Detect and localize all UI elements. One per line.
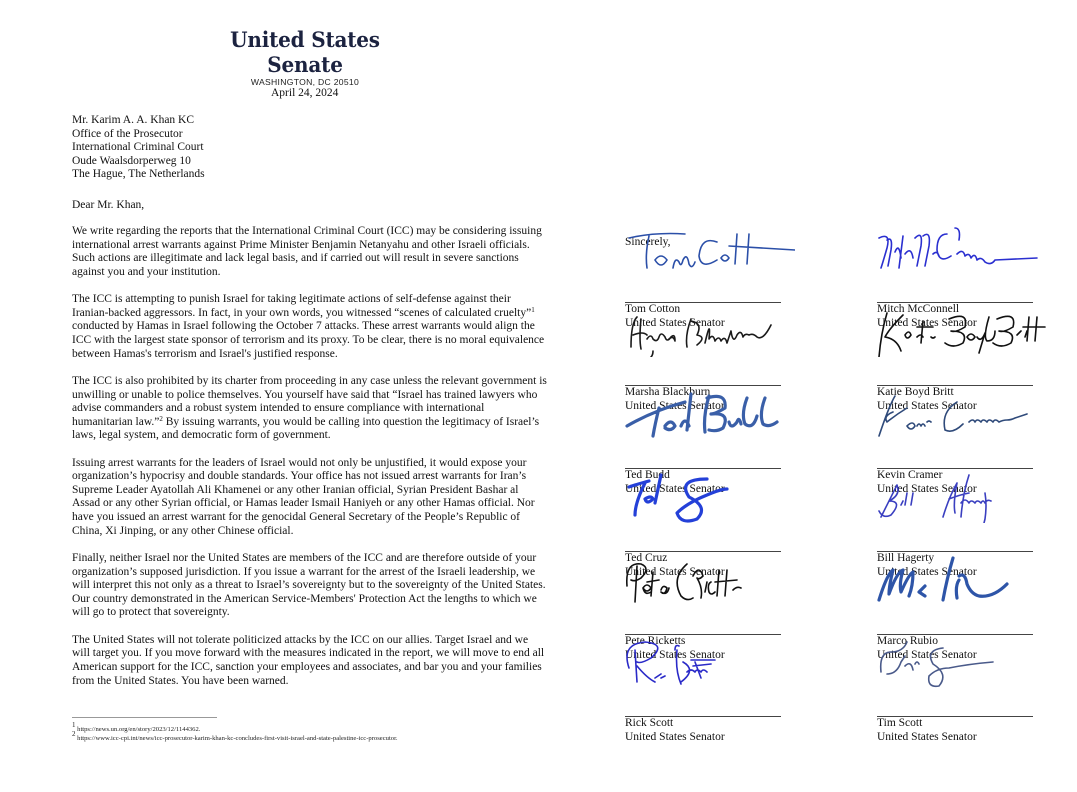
paragraph-3-text-b: By issuing warrants, you would be calling into question the legitimacy of Israel’s laws, legal system, and democratic form of government. (72, 415, 540, 442)
recipient-line: Oude Waalsdorperweg 10 (72, 154, 191, 167)
recipient-address-block (72, 114, 205, 182)
recipient-line: The Hague, The Netherlands (72, 168, 205, 181)
footnote-ref-1: 1 (531, 305, 535, 314)
footnote-link[interactable]: https://news.un.org/en/story/2023/12/1144362. (75, 726, 201, 733)
paragraph-1: We write regarding the reports that the International Criminal Court (ICC) may be considering issuing international arrest warrants against Prime Minister Benjamin Netanyahu and other Israeli officials. Such actions are illegitimate and lack legal basis, and if carried out will result in severe sanctions against you and your institution. (72, 225, 542, 278)
handwritten-signature-tom-cotton (625, 224, 795, 274)
letterhead-address: WASHINGTON, DC 20510 (250, 77, 360, 87)
signatory-name: Mitch McConnell (877, 303, 960, 315)
handwritten-signature-katie-britt (877, 307, 1047, 357)
paragraph-3-text-a: The ICC is also prohibited by its charter from proceeding in any case unless the relevant government is unwilling or unable to police themselves. You yourself have said that “Israel has trained lawyers who advise commanders and a robust system intended to ensure compliance with international humanitarian law.” (72, 374, 547, 428)
handwritten-signature-ted-budd (625, 390, 795, 440)
signatory-name: Tom Cotton (625, 303, 681, 315)
footnote-2 (72, 730, 398, 743)
signatory-name: Rick Scott (625, 717, 674, 729)
handwritten-signature-rick-scott (625, 638, 795, 688)
footnote-ref-2: 2 (159, 414, 163, 423)
handwritten-signature-tim-scott (877, 638, 1047, 688)
paragraph-3 (72, 375, 547, 443)
handwritten-signature-ted-cruz (625, 473, 795, 523)
paragraph-6: The United States will not tolerate politicized attacks by the ICC on our allies. Target Israel and we will target you. If you move forward with the measures indicated in the report, we will move to end all American support for the ICC, sanction your employees and associates, and bar you and your families from the United States. You have been warned. (72, 633, 545, 687)
signatory-title: United States Senator (877, 566, 977, 578)
handwritten-signature-bill-hagerty (877, 473, 1047, 523)
signatory-title: United States Senator (625, 649, 725, 661)
handwritten-signature-kevin-cramer (877, 390, 1047, 440)
letter-body (72, 225, 547, 702)
signatory-title: United States Senator (877, 649, 977, 661)
paragraph-4: Issuing arrest warrants for the leaders of Israel would not only be unjustified, it would expose your organization’s hypocrisy and double standards. Your office has not issued arrest warrants for Iran’s Supreme Leader Ayatollah Ali Khamenei or any other Iranian official, Syrian President Bashar al Assad or any other Syrian official, or Hamas leader Ismail Haniyeh or any other Hamas official. Nor have you issued an arrest warrant for the genocidal General Secretary of the People’s Republic of China, Xi Jinping, or any other Chinese official. (72, 456, 535, 537)
signatory-title: United States Senator (877, 400, 977, 412)
signatory-title: United States Senator (625, 731, 725, 743)
signatory-name: Marsha Blackburn (625, 386, 711, 398)
paragraph-2-text-a: The ICC is attempting to punish Israel for taking legitimate actions of self-defense against their Iranian-backed aggressors. In fact, in your own words, you witnessed “scenes of calculated cruelty” (72, 293, 532, 319)
handwritten-signature-marco-rubio (877, 556, 1047, 606)
recipient-line: Office of the Prosecutor (72, 127, 183, 140)
recipient-line: Mr. Karim A. A. Khan KC (72, 114, 195, 126)
signatory-name: Marco Rubio (877, 635, 939, 647)
signatory-name: Tim Scott (877, 717, 923, 729)
signatory-title: United States Senator (625, 566, 725, 578)
signatory-title: United States Senator (877, 483, 977, 495)
footnote-number: 2 (72, 730, 76, 738)
footnote-number: 1 (72, 721, 76, 729)
paragraph-5: Finally, neither Israel nor the United States are members of the ICC and are therefore outside of your organization’s supposed jurisdiction. If you issue a warrant for the arrest of the Israeli leadership, we will interpret this not only as a threat to Israel’s sovereignty but to the sovereignty of the United States. Our country demonstrated in the American Service-Members' Protection Act the lengths to which we will go to protect that sovereignty. (72, 552, 546, 619)
recipient-line: International Criminal Court (72, 141, 204, 154)
signatory-title: United States Senator (877, 317, 977, 329)
signatory-name: Ted Cruz (625, 552, 668, 564)
footnote-divider (72, 717, 217, 718)
letterhead (200, 28, 410, 87)
footnote-1 (72, 721, 398, 734)
handwritten-signature-pete-ricketts (625, 556, 795, 606)
signatory-name: Katie Boyd Britt (877, 386, 954, 398)
handwritten-signature-marsha-blackburn (625, 307, 795, 357)
signatory-title: United States Senator (625, 483, 725, 495)
footnote-link[interactable]: https://www.icc-cpi.int/news/icc-prosecutor-karim-khan-kc-concludes-first-visit-israel-and-state-palestine-icc-prosecutor. (75, 735, 398, 742)
signatory-title: United States Senator (625, 400, 725, 412)
signatory-name: Pete Ricketts (625, 635, 686, 647)
signatory-name: Bill Hagerty (877, 552, 935, 564)
senate-wordmark: United States Senate (230, 26, 380, 78)
signatory-title: United States Senator (877, 731, 977, 743)
signatory-name: Kevin Cramer (877, 469, 943, 481)
salutation: Dear Mr. Khan, (72, 199, 145, 211)
paragraph-2 (72, 293, 547, 361)
closing: Sincerely, (625, 236, 671, 248)
signatory-name: Ted Budd (625, 469, 670, 481)
footnotes (72, 721, 398, 743)
letter-date: April 24, 2024 (271, 87, 339, 99)
paragraph-2-text-b: conducted by Hamas in Israel following the October 7 attacks. These arrest warrants would align the ICC with the largest state sponsor of terrorism and its proxy. To be clear, there is no moral equivalence between Hamas's terrorism and Israel's justified response. (72, 320, 545, 360)
signatory-title: United States Senator (625, 317, 725, 329)
handwritten-signature-mitch-mcconnell (877, 224, 1047, 274)
